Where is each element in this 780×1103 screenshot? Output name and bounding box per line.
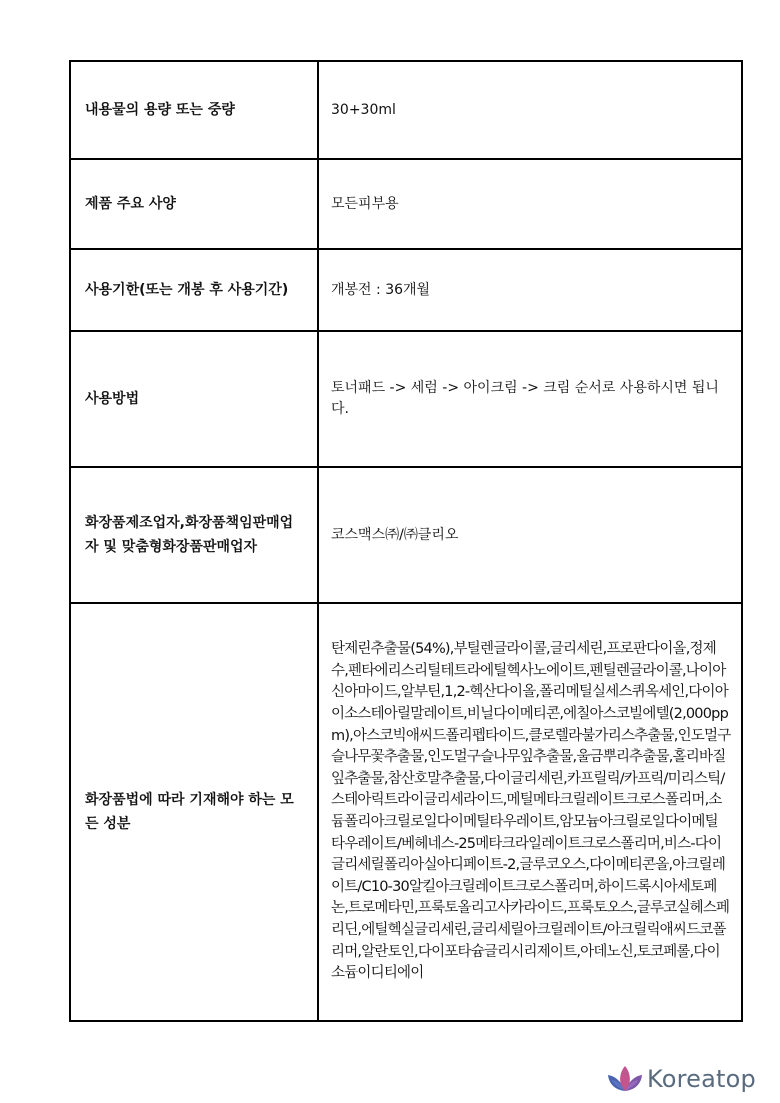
ingredients-value: 탄제린추출물(54%),부틸렌글라이콜,글리세린,프로판다이올,정제수,펜타에리스리틸테트라에틸헥사노에이트,펜틸렌글라이콜,나이아신아마이드,알부틴,1,2-헥산다이올,폴리메틸실세스퀴옥세인,다이아이소스테아릴말레이트,비닐다이메티콘,에칠아스코빌에텔(2,000ppm),아스코빅애씨드폴리펩타이드,클로렐라불가리스추출물,인도멀구슬나무꽃추출물,인도멀구슬나무잎추출물,울금뿌리추출물,홀리바질잎추출물,참산호말추출물,다이글리세린,카프릴릭/카프릭/미리스틱/스테아릭트라이글리세라이드,메틸메타크릴레이트크로스폴리머,소듐폴리아크릴로일다이메틸타우레이트,암모늄아크릴로일다이메틸타우레이트/베헤네스-25메타크라일레이트크로스폴리머,비스-다이글리세릴폴리아실아디페이트-2,글루코오스,다이메티콘올,아크릴레이트/C10-30알킬아크릴레이트크로스폴리머,하이드록시아세토페논,트로메타민,프룩토올리고사카라이드,프룩토오스,글루코실헤스페리딘,에틸헥실글리세린,글리세릴아크릴레이트/아크릴릭애씨드코폴리머,알란토인,다이포타슘글리시리제이트,아데노신,토코페롤,다이소듐이디티에이: [318, 603, 742, 1021]
row-label: 사용기한(또는 개봉 후 사용기간): [70, 249, 318, 331]
row-label: 화장품법에 따라 기재해야 하는 모든 성분: [70, 603, 318, 1021]
table-row: [70, 249, 742, 331]
product-info-table: [69, 60, 743, 1022]
row-value: 코스맥스㈜/㈜클리오: [318, 467, 742, 603]
logo-text: Koreatop: [647, 1065, 756, 1093]
table-row: [70, 159, 742, 249]
row-value: 30+30ml: [318, 61, 742, 159]
table-row: [70, 331, 742, 467]
row-label: 화장품제조업자,화장품책임판매업자 및 맞춤형화장품판매업자: [70, 467, 318, 603]
row-label: 제품 주요 사양: [70, 159, 318, 249]
row-value: 개봉전 : 36개월: [318, 249, 742, 331]
lotus-icon: [606, 1064, 644, 1094]
koreatop-logo[interactable]: [606, 1061, 756, 1097]
table-row: [70, 61, 742, 159]
row-label: 내용물의 용량 또는 중량: [70, 61, 318, 159]
row-label: 사용방법: [70, 331, 318, 467]
table-row: [70, 603, 742, 1021]
row-value: 모든피부용: [318, 159, 742, 249]
table-row: [70, 467, 742, 603]
row-value: 토너패드 -> 세럼 -> 아이크림 -> 크림 순서로 사용하시면 됩니다.: [318, 331, 742, 467]
